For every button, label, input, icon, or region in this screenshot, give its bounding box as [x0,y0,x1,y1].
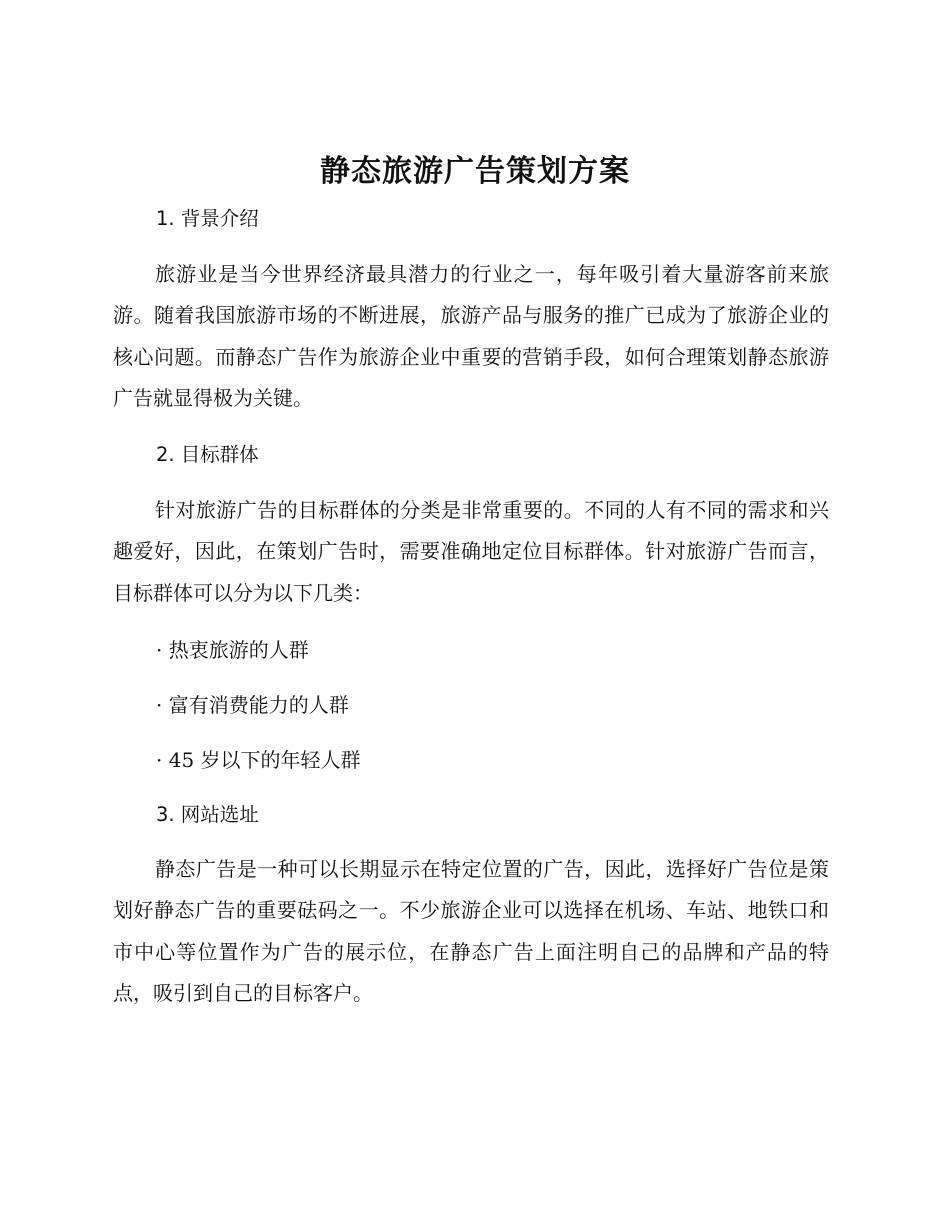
paragraph-background: 旅游业是当今世界经济最具潜力的行业之一，每年吸引着大量游客前来旅游。随着我国旅游市场的不断进展，旅游产品与服务的推广已成为了旅游企业的核心问题。而静态广告作为旅游企业中重要的营销手段，如何合理策划静态旅游广告就显得极为关键。 [113,262,829,410]
section-heading-site-selection: 3. 网站选址 [156,803,259,826]
section-heading-target-group: 2. 目标群体 [156,443,259,466]
document-title: 静态旅游广告策划方案 [320,154,630,189]
bullet-item-young-people: · 45 岁以下的年轻人群 [156,748,361,772]
bullet-item-travel-enthusiasts: · 热衷旅游的人群 [156,638,309,662]
paragraph-target-group: 针对旅游广告的目标群体的分类是非常重要的。不同的人有不同的需求和兴趣爱好，因此，在策划广告时，需要准确地定位目标群体。针对旅游广告而言，目标群体可以分为以下几类： [113,498,829,605]
section-heading-background: 1. 背景介绍 [156,207,259,230]
bullet-item-high-spending: · 富有消费能力的人群 [156,693,349,717]
paragraph-site-selection: 静态广告是一种可以长期显示在特定位置的广告，因此，选择好广告位是策划好静态广告的重要砝码之一。不少旅游企业可以选择在机场、车站、地铁口和市中心等位置作为广告的展示位，在静态广告上面注明自己的品牌和产品的特点，吸引到自己的目标客户。 [113,857,829,1005]
